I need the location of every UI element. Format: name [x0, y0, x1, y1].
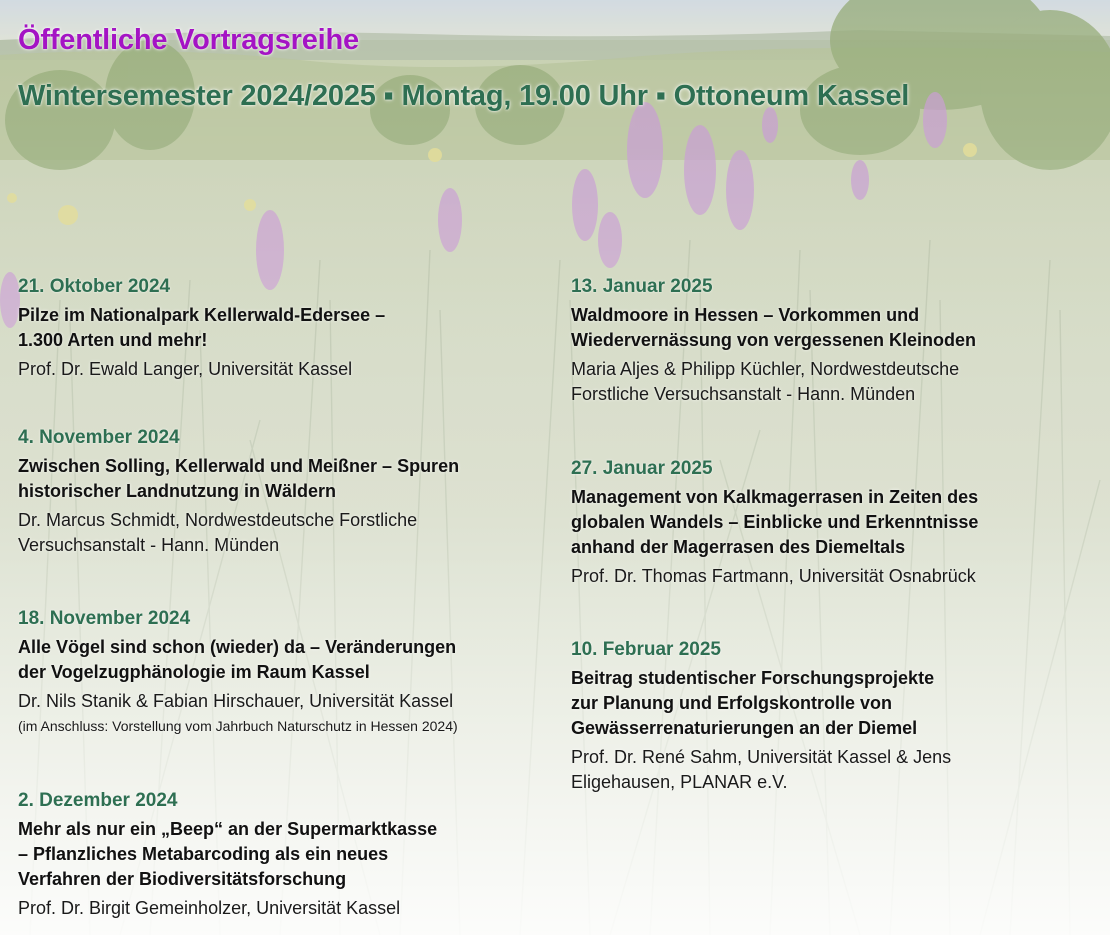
page-title: Öffentliche Vortragsreihe [18, 24, 359, 56]
lecture-speaker: Prof. Dr. Ewald Langer, Universität Kassel [18, 359, 353, 379]
page-subtitle: Wintersemester 2024/2025 ▪ Montag, 19.00 Uhr ▪ Ottoneum Kassel [18, 80, 910, 112]
lecture-topic: Waldmoore in Hessen – Vorkommen und Wiedervernässung von vergessenen Kleinoden [571, 305, 976, 350]
lecture-date: 27. Januar 2025 [571, 458, 713, 479]
lecture-item [18, 275, 548, 382]
lecture-date: 4. November 2024 [18, 427, 180, 448]
lecture-topic: Beitrag studentischer Forschungsprojekte zur Planung und Erfolgskontrolle von Gewässerrenaturierungen an der Diemel [571, 668, 935, 738]
lecture-speaker: Maria Aljes & Philipp Küchler, Nordwestdeutsche Forstliche Versuchsanstalt - Hann. Münden [571, 359, 960, 404]
lecture-date: 2. Dezember 2024 [18, 790, 178, 811]
lecture-topic: Mehr als nur ein „Beep“ an der Supermarktkasse – Pflanzliches Metabarcoding als ein neues Verfahren der Biodiversitätsforschung [18, 819, 438, 889]
lecture-date: 18. November 2024 [18, 608, 191, 629]
lecture-speaker: Dr. Marcus Schmidt, Nordwestdeutsche Forstliche Versuchsanstalt - Hann. Münden [18, 510, 418, 555]
lecture-date: 10. Februar 2025 [571, 639, 721, 660]
lecture-item [571, 457, 1101, 589]
lecture-topic: Pilze im Nationalpark Kellerwald-Edersee – 1.300 Arten und mehr! [18, 305, 386, 350]
lecture-item [571, 638, 1101, 795]
lecture-item [571, 275, 1101, 407]
lecture-item [18, 789, 548, 921]
lecture-topic: Alle Vögel sind schon (wieder) da – Veränderungen der Vogelzugphänologie im Raum Kassel [18, 637, 457, 682]
lecture-item [18, 426, 548, 558]
lecture-date: 21. Oktober 2024 [18, 276, 171, 297]
lecture-speaker: Prof. Dr. Thomas Fartmann, Universität Osnabrück [571, 566, 976, 586]
lecture-topic: Management von Kalkmagerrasen in Zeiten des globalen Wandels – Einblicke und Erkenntnisse anhand der Magerrasen des Diemeltals [571, 487, 979, 557]
lecture-date: 13. Januar 2025 [571, 276, 713, 297]
lecture-speaker: Dr. Nils Stanik & Fabian Hirschauer, Universität Kassel [18, 691, 454, 711]
lecture-topic: Zwischen Solling, Kellerwald und Meißner – Spuren historischer Landnutzung in Wäldern [18, 456, 460, 501]
lecture-note: (im Anschluss: Vorstellung vom Jahrbuch Naturschutz in Hessen 2024) [18, 718, 458, 734]
lecture-item [18, 607, 548, 736]
lecture-speaker: Prof. Dr. René Sahm, Universität Kassel & Jens Eligehausen, PLANAR e.V. [571, 747, 952, 792]
lecture-speaker: Prof. Dr. Birgit Gemeinholzer, Universität Kassel [18, 898, 401, 918]
